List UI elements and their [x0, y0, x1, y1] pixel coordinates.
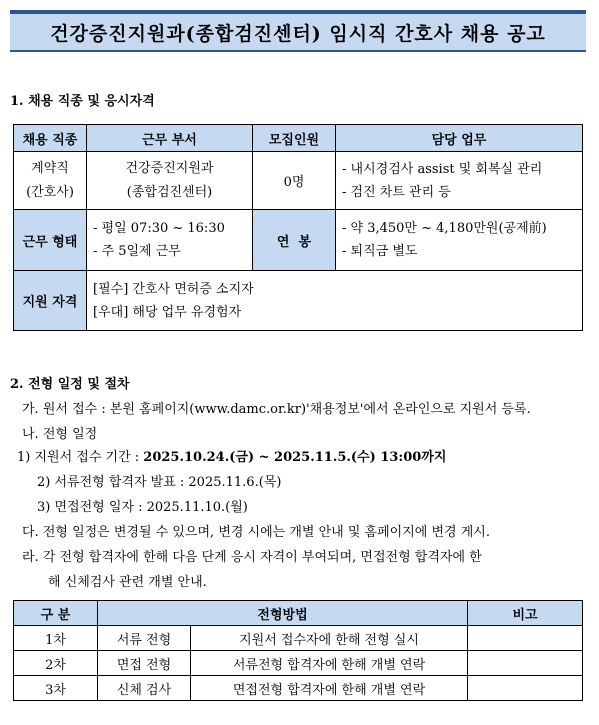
work-type-label: 근무 형태 [14, 210, 87, 271]
header-cell: 전형방법 [98, 601, 468, 626]
schedule-item-2: 2) 서류전형 합격자 발표 : 2025.11.6.(목) [37, 475, 282, 490]
stage-cell: 1차 [14, 626, 98, 651]
table-header-row [14, 601, 583, 626]
stage-cell: 3차 [14, 676, 98, 701]
note-cell [468, 676, 583, 701]
headcount-cell: 0명 [253, 152, 336, 210]
table-row [14, 152, 583, 210]
header-cell: 채용 직종 [14, 125, 87, 152]
table-header-row [14, 125, 583, 152]
header-cell: 담당 업무 [336, 125, 583, 152]
method-cell: 신체 검사 [98, 676, 191, 701]
qualification-cell [87, 271, 583, 331]
duty-line: - 검진 차트 관리 등 [342, 184, 451, 200]
job-type-cell [14, 152, 87, 210]
title-banner [10, 10, 586, 52]
note-cell [468, 651, 583, 676]
procedure-table [13, 600, 583, 701]
job-type-line: (간호사) [26, 184, 74, 200]
description-cell: 면접전형 합격자에 한해 개별 연락 [191, 676, 468, 701]
salary-line: - 약 3,450만 ~ 4,180만원(공제前) [342, 221, 547, 236]
description-cell: 서류전형 합격자에 한해 개별 연락 [191, 651, 468, 676]
table-row [14, 676, 583, 701]
table-row [14, 210, 583, 271]
recruitment-table [13, 124, 583, 331]
schedule-item-3: 3) 면접전형 일자 : 2025.11.10.(월) [37, 500, 248, 515]
note-cell [468, 626, 583, 651]
schedule-item-1 [17, 446, 446, 465]
method-cell: 면접 전형 [98, 651, 191, 676]
schedule-line: - 평일 07:30 ~ 16:30 [93, 221, 225, 236]
description-cell: 지원서 접수자에 한해 전형 실시 [191, 626, 468, 651]
notice-eligibility: 라. 각 전형 합격자에 한해 다음 단계 응시 자격이 부여되며, 면접전형 합격자에 한 [22, 550, 482, 565]
method-cell: 서류 전형 [98, 626, 191, 651]
qualification-label: 지원 자격 [14, 271, 87, 331]
qualification-line: [필수] 간호사 면허증 소지자 [93, 281, 254, 297]
notice-change: 다. 전형 일정은 변경될 수 있으며, 변경 시에는 개별 안내 및 홈페이지에 변경 게시. [22, 525, 490, 540]
duty-line: - 내시경검사 assist 및 회복실 관리 [342, 161, 543, 177]
notice-eligibility-cont: 해 신체검사 관련 개별 안내. [48, 575, 207, 590]
salary-label: 연 봉 [253, 210, 336, 271]
header-cell: 근무 부서 [87, 125, 253, 152]
salary-cell [336, 210, 583, 271]
section-2-heading: 2. 전형 일정 및 절차 [10, 377, 130, 392]
department-line: 건강증진지원과 [125, 160, 214, 176]
schedule-heading: 나. 전형 일정 [22, 427, 98, 442]
qualification-line: [우대] 해당 업무 유경험자 [93, 304, 242, 320]
header-cell: 구 분 [14, 601, 98, 626]
header-cell: 모집인원 [253, 125, 336, 152]
stage-cell: 2차 [14, 651, 98, 676]
application-text: 가. 원서 접수 : 본원 홈페이지(www.damc.or.kr)'채용정보'에서 온라인으로 지원서 등록. [22, 402, 531, 417]
table-row [14, 651, 583, 676]
work-schedule-cell [87, 210, 253, 271]
duties-cell [336, 152, 583, 210]
job-type-line: 계약직 [31, 160, 69, 176]
department-line: (종합검진센터) [126, 184, 213, 200]
application-period: 2025.10.24.(금) ~ 2025.11.5.(수) 13:00까지 [143, 450, 447, 465]
department-cell [87, 152, 253, 210]
schedule-item-1-label: 1) 지원서 접수 기간 : [17, 450, 144, 465]
table-row [14, 271, 583, 331]
table-row [14, 626, 583, 651]
page-title: 건강증진지원과(종합검진센터) 임시직 간호사 채용 공고 [50, 22, 546, 45]
salary-line: - 퇴직금 별도 [342, 244, 418, 259]
schedule-line: - 주 5일제 근무 [93, 244, 181, 259]
section-1-heading: 1. 채용 직종 및 응시자격 [10, 94, 155, 109]
header-cell: 비고 [468, 601, 583, 626]
